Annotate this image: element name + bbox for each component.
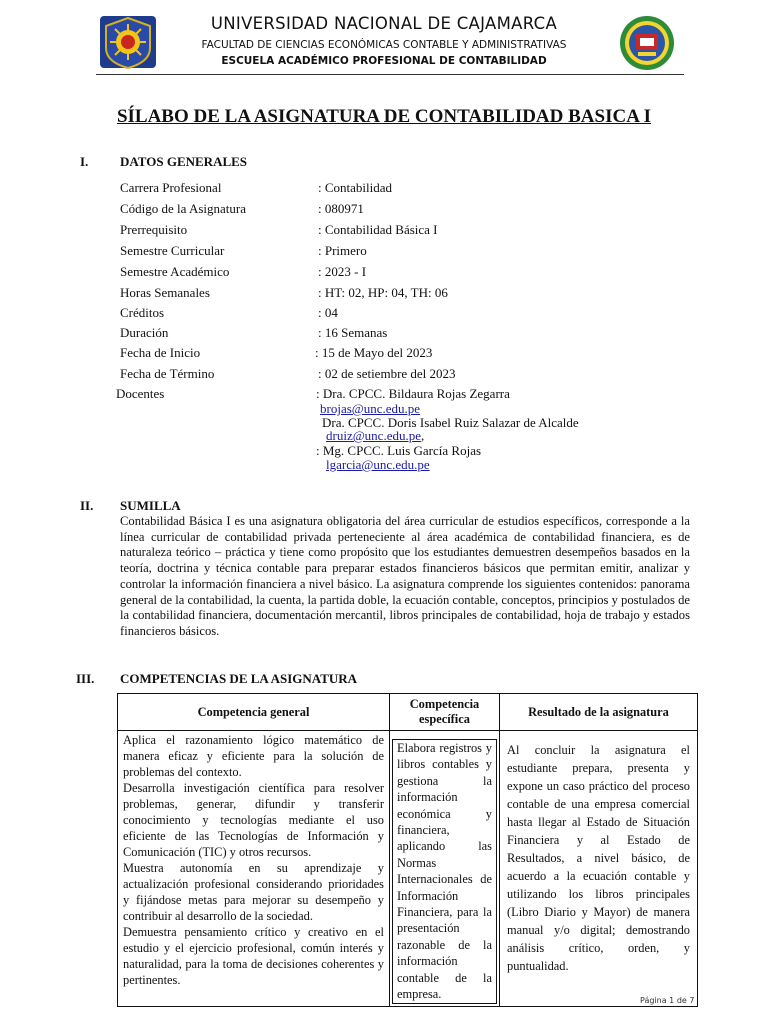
general-data-value: : Primero [318,243,367,258]
general-data-label: Duración [120,325,169,340]
email-suffix: , [421,428,425,443]
general-data-value: : 080971 [318,201,364,216]
docente-name: : Dra. CPCC. Bildaura Rojas Zegarra [316,386,510,401]
general-data-label: Créditos [120,305,165,320]
university-name: UNIVERSIDAD NACIONAL DE CAJAMARCA [210,14,558,33]
result-text: Al concluir la asignatura el estudiante prepara, presenta y expone un caso práctico del proceso contable de una empresa comercial hasta llegar al Estado de Situación Financiera y al Estado de Resultados, a nivel básico, de acuerdo a la ecuación contable y utilizando los libros principales (Libro Diario y Mayor) de manera manual y/o digital; demostrando análisis crítico, orden, y puntualidad. [507,743,690,973]
docente-name: Dra. CPCC. Doris Isabel Ruiz Salazar de Alcalde [322,415,579,430]
general-data-value: : 2023 - I [318,264,367,279]
section-1-title: DATOS GENERALES [120,154,248,169]
table-row [118,731,698,1007]
general-data-value: : Contabilidad Básica I [318,222,438,237]
docente-email-link[interactable]: brojas@unc.edu.pe [320,401,421,416]
document-title: SÍLABO DE LA ASIGNATURA DE CONTABILIDAD BASICA I [116,106,652,127]
general-competency-cell [118,731,390,1007]
section-2-number: II. [80,498,94,513]
general-data-label: Carrera Profesional [120,180,222,195]
general-data-value: : 16 Semanas [318,325,388,340]
docentes-label: Docentes [116,386,165,401]
competency-item: Demuestra pensamiento crítico y creativo en el estudio y el ejercicio profesional, común interés y naturalidad, para la toma de decisiones coherentes y pertinentes. [123,925,384,987]
section-3-title: COMPETENCIAS DE LA ASIGNATURA [120,671,358,686]
competency-item: Aplica el razonamiento lógico matemático de manera eficaz y eficiente para la solución de problemas del contexto. [123,733,384,779]
header-divider [96,74,684,75]
general-data-label: Prerrequisito [120,222,188,237]
page-number: Página 1 de 7 [640,996,695,1005]
general-data-value: : 15 de Mayo del 2023 [315,345,433,360]
general-data-label: Fecha de Inicio [120,345,201,360]
general-data-value: : HT: 02, HP: 04, TH: 06 [318,285,448,300]
general-data-label: Semestre Curricular [120,243,225,258]
specific-competency-cell [390,731,500,1007]
competency-item: Muestra autonomía en su aprendizaje y actualización profesional considerando prioridades y fijándose metas para mejorar su desempeño y contribuir al desarrollo de la sociedad. [123,861,384,923]
section-1-number: I. [80,154,89,169]
faculty-name: FACULTAD DE CIENCIAS ECONÓMICAS CONTABLE Y ADMINISTRATIVAS [201,39,567,51]
general-competency-list [118,731,389,994]
docente-email-link[interactable]: druiz@unc.edu.pe [326,428,421,443]
school-name: ESCUELA ACADÉMICO PROFESIONAL DE CONTABILIDAD [221,55,547,67]
general-data-label: Fecha de Término [120,366,215,381]
general-data-label: Horas Semanales [120,285,210,300]
header-competencia-general: Competencia general [118,694,390,731]
docente-email-link[interactable]: lgarcia@unc.edu.pe [326,457,430,472]
competencies-table [117,693,698,1007]
sumilla-paragraph: Contabilidad Básica I es una asignatura obligatoria del área curricular de estudios específicos, corresponde a la línea curricular de contabilidad privada perteneciente al área académica de contabilidad financiera, es de naturaleza teórico – práctica y tiene como propósito que los estudiantes demuestren desempeños basados en la teoría, doctrina y técnica contable para preparar estados financieros básicos que permitan emitir, analizar y controlar la información financiera a nivel básico. La asignatura comprende los siguientes contenidos: panorama general de la contabilidad, la cuenta, la partida doble, la ecuación contable, conceptos, principios y postulados de la contabilidad financiera, documentación mercantil, libros principales de contabilidad, hoja de trabajo y estados financieros básicos. [120,514,690,638]
general-data-label: Código de la Asignatura [120,201,247,216]
section-2-title: SUMILLA [120,498,181,513]
docente-email-row [326,428,424,444]
competency-item: Desarrolla investigación científica para resolver problemas, generar, difundir y transferir conocimiento y tecnologías mediante el uso eficiente de las Tecnologías de Información y Comunicación (TIC) y otros recursos. [123,781,384,859]
general-data-value: : 02 de setiembre del 2023 [318,366,456,381]
section-3-number: III. [76,671,95,686]
result-cell [500,731,698,1007]
general-data-label: Semestre Académico [120,264,230,279]
general-data-value: : 04 [318,305,338,320]
general-data-value: : Contabilidad [318,180,393,195]
specific-competency-text: Elabora registros y libros contables y gestiona la información económica y financiera, aplicando las Normas Internacionales de Información Financiera, para la presentación razonable de la información contable de la empresa. [392,739,497,1004]
header-competencia-especifica: Competencia específica [390,694,500,731]
docente-name: : Mg. CPCC. Luis García Rojas [316,443,482,458]
table-header-row [118,694,698,731]
header-resultado: Resultado de la asignatura [500,694,698,731]
